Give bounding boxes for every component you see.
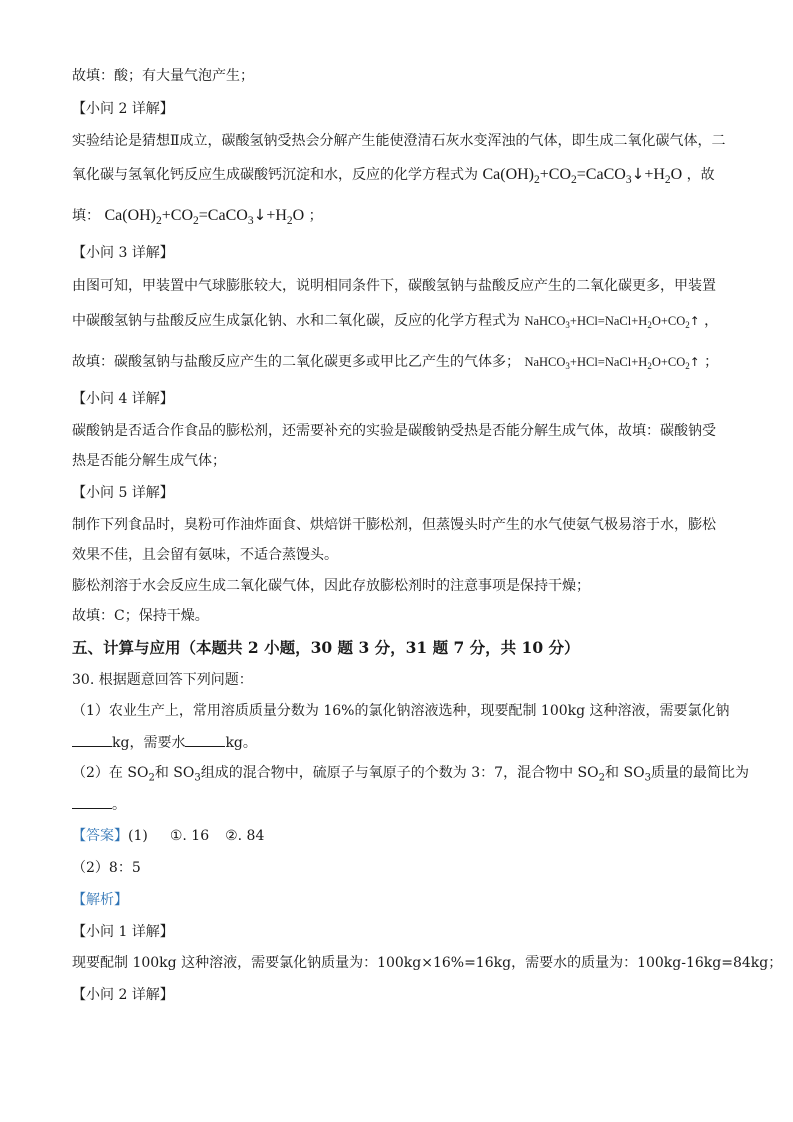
subquestion-heading-3: 【小问 3 详解】 [72, 245, 174, 261]
section-heading: 五、计算与应用（本题共 2 小题，30 题 3 分，31 题 7 分，共 10 分） [72, 638, 580, 657]
paragraph-line [72, 352, 724, 372]
question-part-1: （1）农业生产上，常用溶质质量分数为 16%的氯化钠溶液选种，现要配制 100kg 这种溶液，需要氯化钠 [72, 703, 730, 719]
paragraph-line: 热是否能分解生成气体； [72, 453, 226, 469]
question-part-2: （2）在 $SO_2$和 $SO_3$组成的混合物中，硫原子与氧原子的个数为 3：7，混合物中 $SO_2$和 $SO_3$质量的最简比为 [72, 765, 749, 784]
answer-line: 故填：酸；有大量气泡产生； [72, 68, 254, 84]
question-part-1-blanks: kg，需要水 kg。 [72, 732, 724, 753]
answer-blank [72, 732, 112, 747]
subquestion-heading-5: 【小问 5 详解】 [72, 485, 174, 501]
chemical-equation: $NaHCO_3+HCl=NaCl+H_2O+CO_2↑$ [524, 314, 700, 331]
answer-label: 【答案】 [72, 828, 128, 844]
paragraph-line: 由图可知，甲装置中气球膨胀较大，说明相同条件下，碳酸氢钠与盐酸反应产生的二氧化碳更多，甲装置 [72, 278, 716, 294]
answer-blank [72, 794, 112, 809]
text-run: ； [704, 354, 719, 370]
paragraph-line: 故填：C；保持干燥。 [72, 608, 209, 624]
chemical-equation: $Ca(OH)_2+CO_2=CaCO_3↓+H_2O$ [104, 206, 305, 228]
text-run: ，故 [686, 167, 715, 183]
answer-value: ②. 84 [225, 828, 265, 844]
subquestion-heading-1: 【小问 1 详解】 [72, 924, 174, 940]
paragraph-line: 制作下列食品时，臭粉可作油炸面食、烘焙饼干膨松剂，但蒸馒头时产生的水气使氨气极易溶于水，膨松 [72, 517, 716, 533]
question-part-2-blank: 。 [72, 794, 724, 815]
text-run: ； [308, 208, 323, 224]
paragraph-line: 碳酸钠是否适合作食品的膨松剂，还需要补充的实验是碳酸钠受热是否能分解生成气体，故填：碳酸钠受 [72, 423, 716, 439]
answer-line: （2）8：5 [72, 860, 141, 876]
text-run: ， [704, 313, 719, 329]
paragraph-line: 实验结论是猜想Ⅱ成立，碳酸氢钠受热会分解产生能使澄清石灰水变浑浊的气体，即生成二氧化碳气体，二 [72, 133, 726, 149]
chemical-equation: $NaHCO_3+HCl=NaCl+H_2O+CO_2↑$ [524, 355, 700, 372]
subquestion-heading-4: 【小问 4 详解】 [72, 391, 174, 407]
paragraph-line: 膨松剂溶于水会反应生成二氧化碳气体，因此存放膨松剂时的注意事项是保持干燥； [72, 578, 590, 594]
paragraph-line [72, 164, 724, 185]
paragraph-line [72, 205, 724, 226]
answer-line: 【答案】(1) ①. 16 ②. 84 [72, 828, 265, 844]
answer-value: ①. 16 [169, 828, 210, 844]
paragraph-line: 现要配制 100kg 这种溶液，需要氯化钠质量为：100kg×16%=16kg，需要水的质量为：100kg-16kg=84kg； [72, 955, 783, 971]
answer-blank [185, 732, 225, 747]
paragraph-line [72, 311, 724, 331]
subquestion-heading-2: 【小问 2 详解】 [72, 101, 174, 117]
analysis-label: 【解析】 [72, 892, 128, 908]
text-run: 填： [72, 208, 100, 224]
subquestion-heading-2b: 【小问 2 详解】 [72, 987, 174, 1003]
chemical-equation: $Ca(OH)_2+CO_2=CaCO_3↓+H_2O$ [482, 165, 683, 187]
text-run: 中碳酸氢钠与盐酸反应生成氯化钠、水和二氧化碳，反应的化学方程式为 [72, 313, 520, 329]
text-run: 故填：碳酸氢钠与盐酸反应产生的二氧化碳更多或甲比乙产生的气体多； [72, 354, 520, 370]
paragraph-line: 效果不佳，且会留有氨味，不适合蒸馒头。 [72, 547, 338, 563]
question-title: 30. 根据题意回答下列问题： [72, 672, 253, 688]
text-run: 氧化碳与氢氧化钙反应生成碳酸钙沉淀和水，反应的化学方程式为 [72, 167, 478, 183]
